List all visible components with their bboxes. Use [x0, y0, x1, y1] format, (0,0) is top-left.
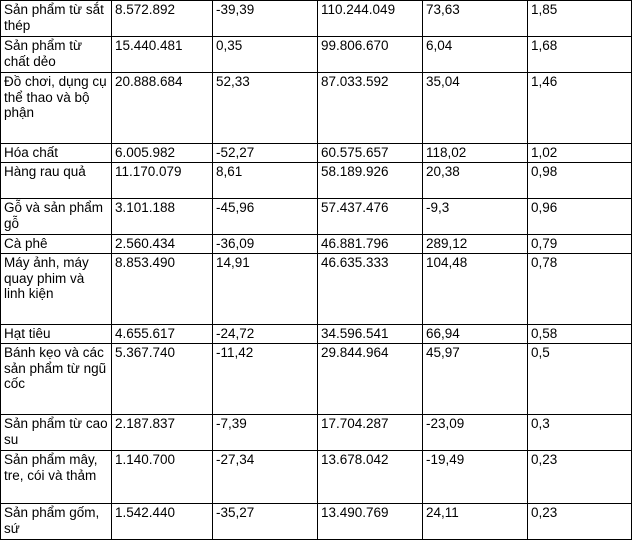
total-change-cell: 20,38	[423, 163, 528, 199]
table-row	[1, 325, 632, 344]
total-value-cell: 13.678.042	[318, 451, 423, 504]
total-change-cell: 289,12	[423, 235, 528, 254]
table-row	[1, 199, 632, 235]
value-cell: 5.367.740	[112, 344, 213, 415]
table-row	[1, 504, 632, 540]
total-change-cell: 104,48	[423, 254, 528, 325]
value-cell: 3.101.188	[112, 199, 213, 235]
share-cell: 1,02	[528, 144, 632, 163]
share-cell: 1,68	[528, 37, 632, 73]
total-change-cell: -19,49	[423, 451, 528, 504]
table-row	[1, 235, 632, 254]
change-cell: -52,27	[213, 144, 318, 163]
total-value-cell: 110.244.049	[318, 1, 423, 37]
share-cell: 0,5	[528, 344, 632, 415]
product-name-cell: Sản phẩm từ chất dẻo	[1, 37, 112, 73]
total-value-cell: 58.189.926	[318, 163, 423, 199]
table-row	[1, 73, 632, 144]
table-body	[1, 1, 632, 540]
share-cell: 0,23	[528, 504, 632, 540]
change-cell: 52,33	[213, 73, 318, 144]
product-name-cell: Đồ chơi, dụng cụ thể thao và bộ phận	[1, 73, 112, 144]
value-cell: 1.542.440	[112, 504, 213, 540]
change-cell: -45,96	[213, 199, 318, 235]
value-cell: 4.655.617	[112, 325, 213, 344]
value-cell: 15.440.481	[112, 37, 213, 73]
total-change-cell: -9,3	[423, 199, 528, 235]
value-cell: 8.853.490	[112, 254, 213, 325]
change-cell: -7,39	[213, 415, 318, 451]
total-value-cell: 46.635.333	[318, 254, 423, 325]
table-row	[1, 344, 632, 415]
total-change-cell: 24,11	[423, 504, 528, 540]
product-name-cell: Gỗ và sản phẩm gỗ	[1, 199, 112, 235]
total-change-cell: 118,02	[423, 144, 528, 163]
total-change-cell: -23,09	[423, 415, 528, 451]
total-value-cell: 13.490.769	[318, 504, 423, 540]
table-row	[1, 451, 632, 504]
product-name-cell: Máy ảnh, máy quay phim và linh kiện	[1, 254, 112, 325]
change-cell: -27,34	[213, 451, 318, 504]
product-name-cell: Sản phẩm từ cao su	[1, 415, 112, 451]
value-cell: 2.187.837	[112, 415, 213, 451]
product-name-cell: Hóa chất	[1, 144, 112, 163]
table-row	[1, 415, 632, 451]
product-name-cell: Hàng rau quả	[1, 163, 112, 199]
product-name-cell: Sản phẩm từ sắt thép	[1, 1, 112, 37]
share-cell: 0,98	[528, 163, 632, 199]
change-cell: -36,09	[213, 235, 318, 254]
change-cell: 0,35	[213, 37, 318, 73]
total-value-cell: 46.881.796	[318, 235, 423, 254]
value-cell: 2.560.434	[112, 235, 213, 254]
product-name-cell: Sản phẩm gốm, sứ	[1, 504, 112, 540]
total-change-cell: 6,04	[423, 37, 528, 73]
table-row	[1, 254, 632, 325]
value-cell: 11.170.079	[112, 163, 213, 199]
value-cell: 1.140.700	[112, 451, 213, 504]
share-cell: 0,78	[528, 254, 632, 325]
share-cell: 0,3	[528, 415, 632, 451]
total-change-cell: 73,63	[423, 1, 528, 37]
product-name-cell: Bánh kẹo và các sản phẩm từ ngũ cốc	[1, 344, 112, 415]
table-row	[1, 163, 632, 199]
total-change-cell: 45,97	[423, 344, 528, 415]
share-cell: 1,85	[528, 1, 632, 37]
change-cell: -39,39	[213, 1, 318, 37]
table-row	[1, 1, 632, 37]
value-cell: 20.888.684	[112, 73, 213, 144]
change-cell: 14,91	[213, 254, 318, 325]
table-row	[1, 144, 632, 163]
total-value-cell: 34.596.541	[318, 325, 423, 344]
share-cell: 0,58	[528, 325, 632, 344]
table-row	[1, 37, 632, 73]
product-name-cell: Cà phê	[1, 235, 112, 254]
total-change-cell: 66,94	[423, 325, 528, 344]
total-value-cell: 17.704.287	[318, 415, 423, 451]
product-name-cell: Hạt tiêu	[1, 325, 112, 344]
share-cell: 1,46	[528, 73, 632, 144]
value-cell: 8.572.892	[112, 1, 213, 37]
change-cell: -35,27	[213, 504, 318, 540]
change-cell: 8,61	[213, 163, 318, 199]
change-cell: -11,42	[213, 344, 318, 415]
total-value-cell: 60.575.657	[318, 144, 423, 163]
total-value-cell: 29.844.964	[318, 344, 423, 415]
share-cell: 0,96	[528, 199, 632, 235]
share-cell: 0,23	[528, 451, 632, 504]
total-value-cell: 87.033.592	[318, 73, 423, 144]
value-cell: 6.005.982	[112, 144, 213, 163]
total-value-cell: 57.437.476	[318, 199, 423, 235]
share-cell: 0,79	[528, 235, 632, 254]
total-value-cell: 99.806.670	[318, 37, 423, 73]
total-change-cell: 35,04	[423, 73, 528, 144]
product-name-cell: Sản phẩm mây, tre, cói và thảm	[1, 451, 112, 504]
change-cell: -24,72	[213, 325, 318, 344]
